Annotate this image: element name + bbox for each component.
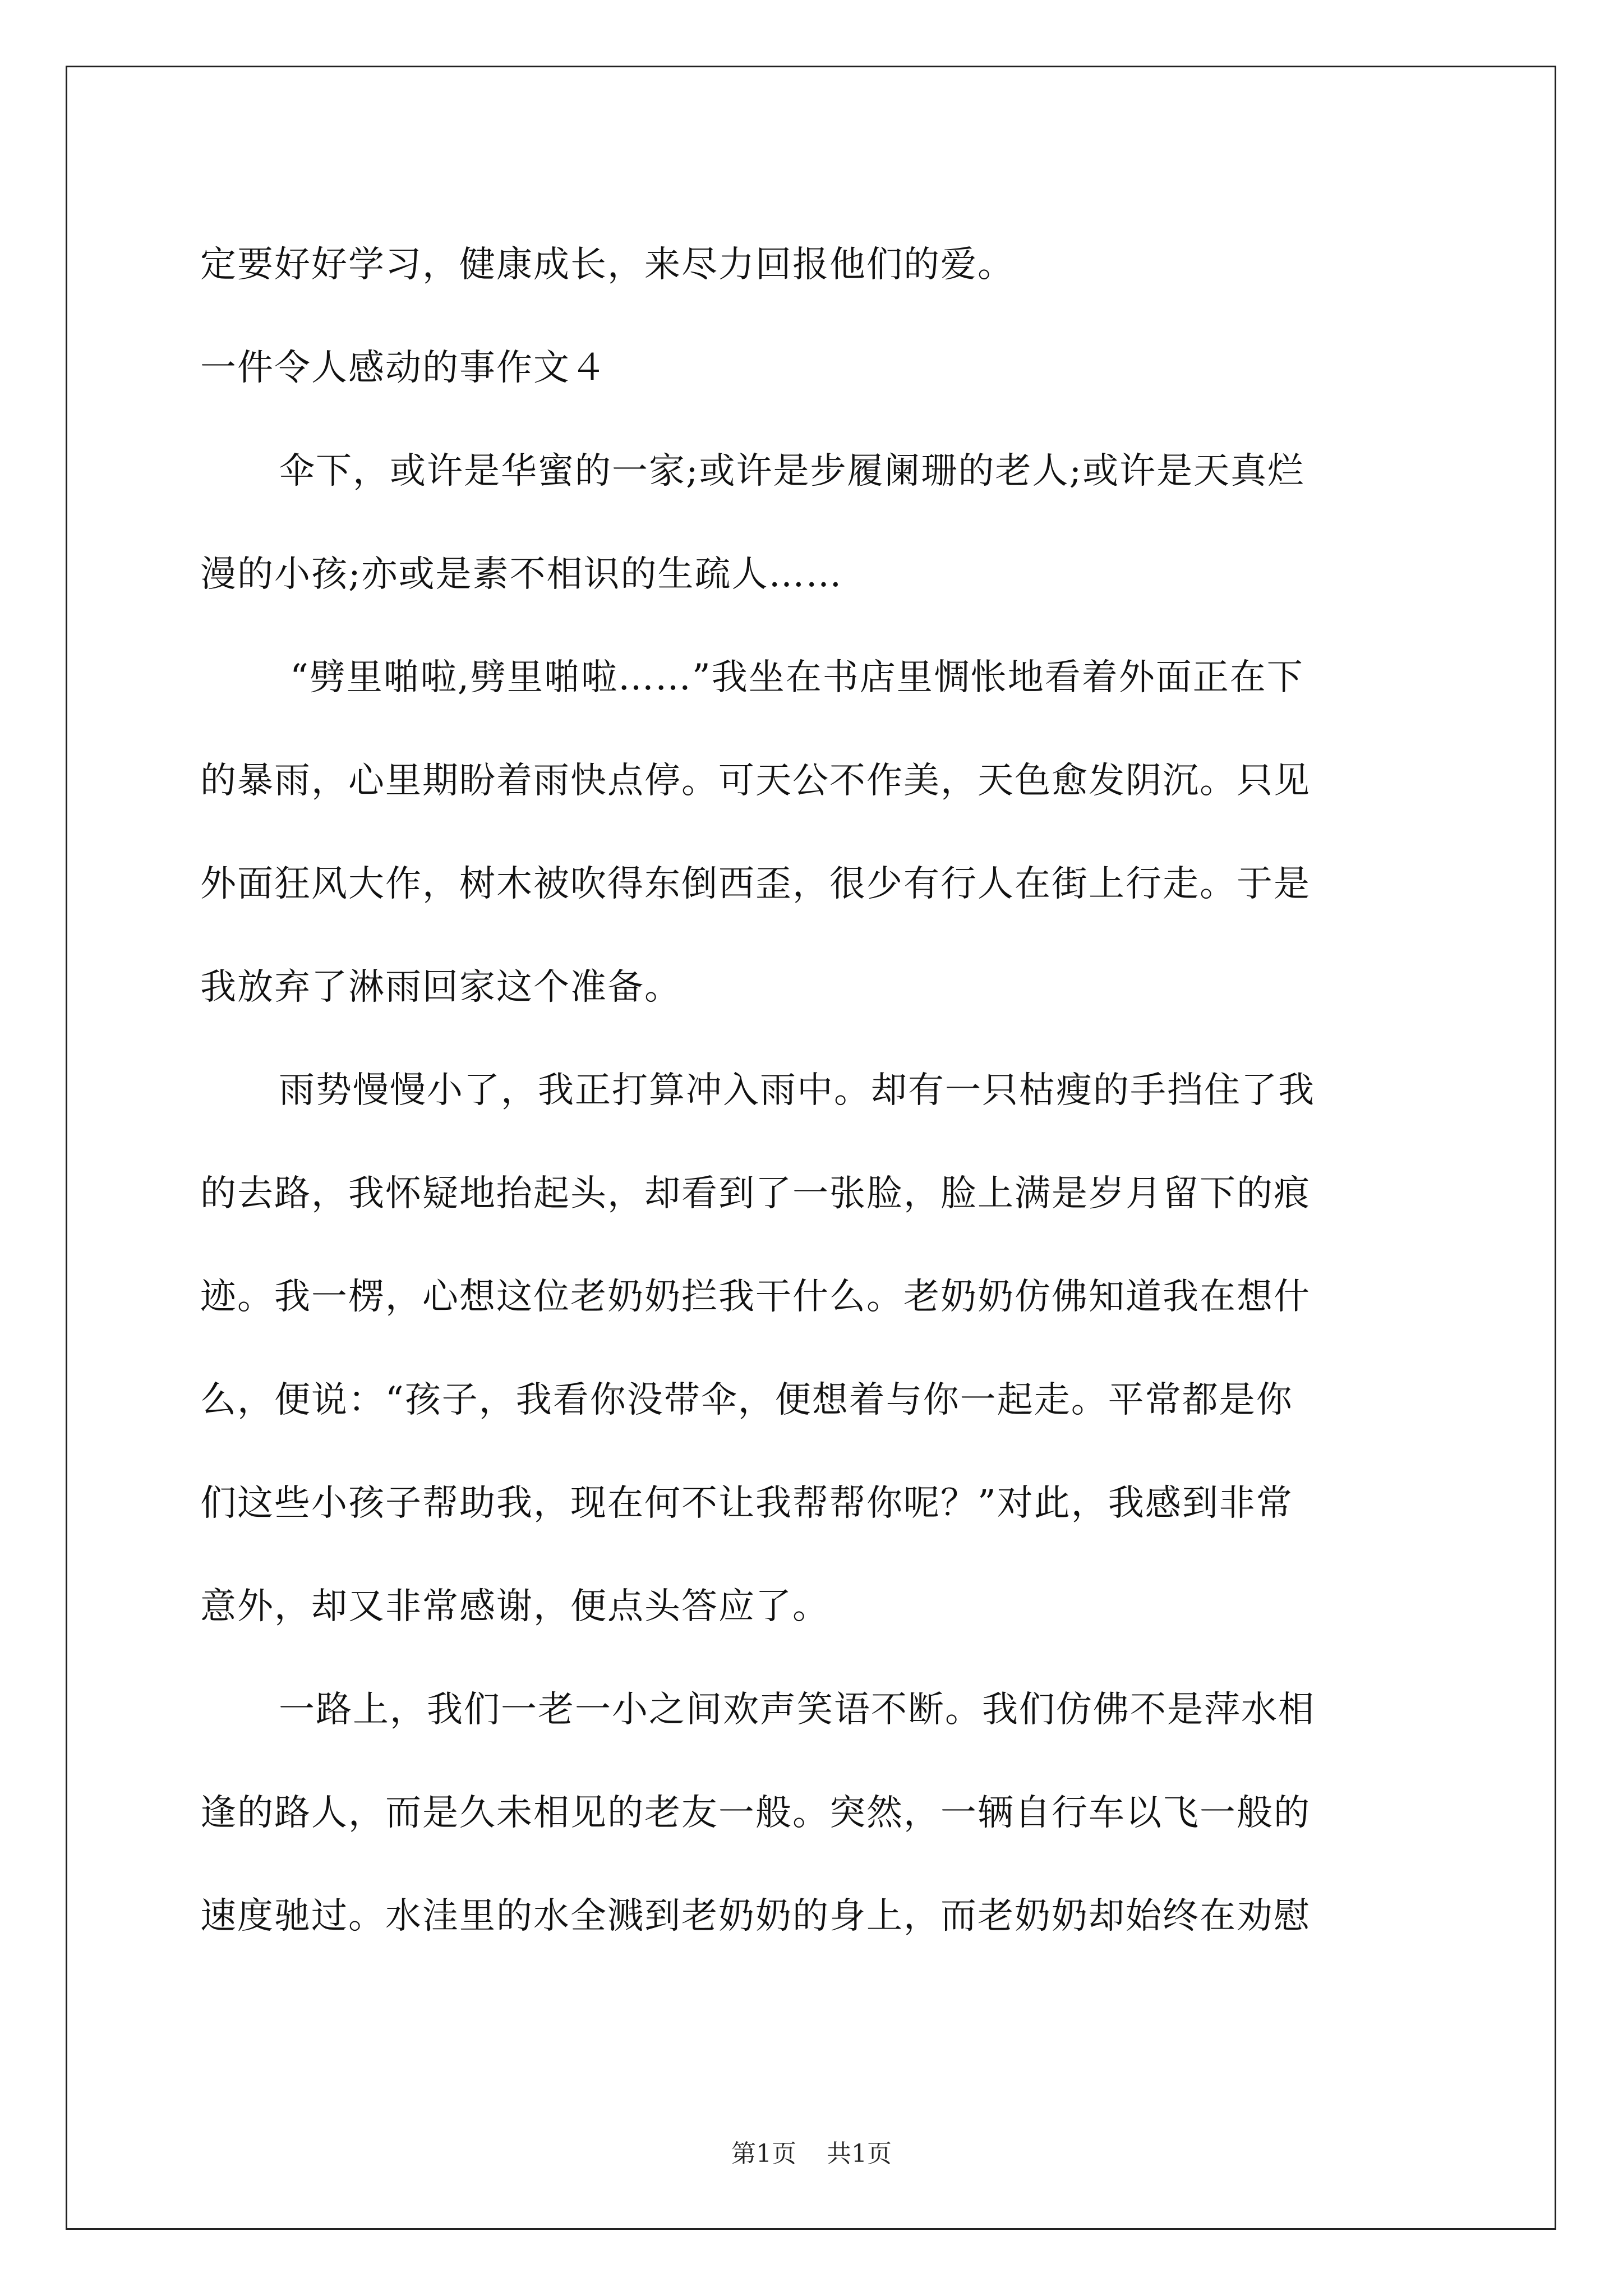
text-line: 的去路，我怀疑地抬起头，却看到了一张脸，脸上满是岁月留下的痕 bbox=[200, 1173, 1311, 1214]
text-line: 我放弃了淋雨回家这个准备。 bbox=[200, 967, 681, 1008]
page-number-total: 共1页 bbox=[827, 2139, 892, 2168]
text-line: 漫的小孩;亦或是素不相识的生疏人…… bbox=[200, 554, 843, 595]
text-line: 么，便说：“孩子，我看你没带伞，便想着与你一起走。平常都是你 bbox=[200, 1379, 1293, 1421]
text-line: 速度驰过。水洼里的水全溅到老奶奶的身上，而老奶奶却始终在劝慰 bbox=[200, 1895, 1311, 1937]
text-line: 雨势慢慢小了，我正打算冲入雨中。却有一只枯瘦的手挡住了我 bbox=[279, 1070, 1315, 1111]
text-line: 逢的路人，而是久未相见的老友一般。突然，一辆自行车以飞一般的 bbox=[200, 1792, 1311, 1834]
text-line: “劈里啪啦,劈里啪啦……”我坐在书店里惆怅地看着外面正在下 bbox=[290, 657, 1304, 698]
text-line: 们这些小孩子帮助我，现在何不让我帮帮你呢？”对此，我感到非常 bbox=[200, 1483, 1293, 1524]
text-line: 外面狂风大作，树木被吹得东倒西歪，很少有行人在街上行走。于是 bbox=[200, 863, 1311, 905]
page-number-current: 第1页 bbox=[731, 2139, 796, 2168]
document-body bbox=[200, 213, 1434, 1968]
text-line: 的暴雨，心里期盼着雨快点停。可天公不作美，天色愈发阴沉。只见 bbox=[200, 760, 1311, 802]
section-heading: 一件令人感动的事作文４ bbox=[200, 347, 607, 389]
text-line: 意外，却又非常感谢，便点头答应了。 bbox=[200, 1586, 829, 1627]
text-line: 伞下，或许是华蜜的一家;或许是步履阑珊的老人;或许是天真烂 bbox=[279, 450, 1305, 492]
text-line: 一路上，我们一老一小之间欢声笑语不断。我们仿佛不是萍水相 bbox=[279, 1689, 1315, 1731]
text-line: 定要好好学习，健康成长，来尽力回报他们的爱。 bbox=[200, 244, 1015, 286]
text-line: 迹。我一楞，心想这位老奶奶拦我干什么。老奶奶仿佛知道我在想什 bbox=[200, 1276, 1311, 1318]
page-footer bbox=[0, 2137, 1623, 2171]
